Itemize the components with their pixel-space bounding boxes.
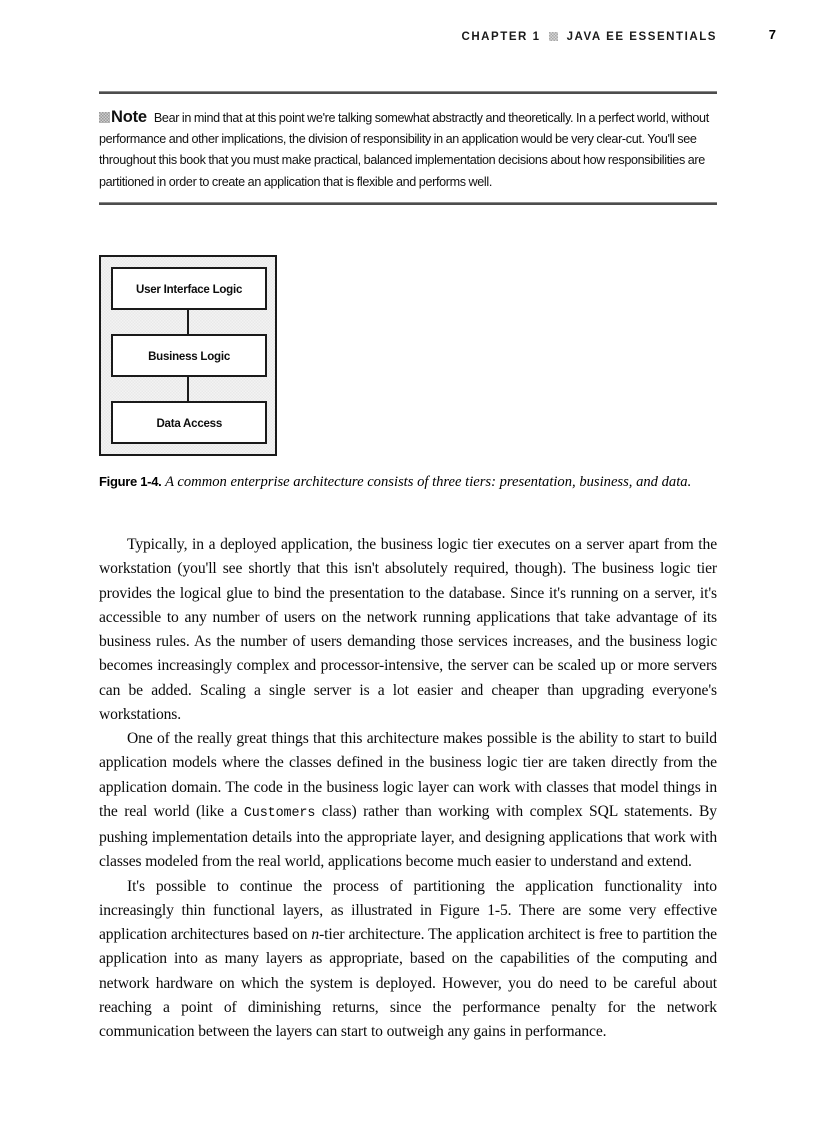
figure-1-4 (99, 255, 277, 456)
halftone-square-icon (549, 32, 558, 41)
note-body (99, 94, 717, 193)
paragraph-3-text-b: -tier architecture. The application architect is free to partition the application into as many layers as appropriate, based on the capabilities of the computing and network hardware on which the system is deployed. However, you do need to be careful about reaching a point of diminishing returns, since the performance penalty for the network communication between the layers can start to outweigh any gains in performance. (99, 926, 717, 1040)
paragraph-2-text-a: One of the really great things that this architecture makes possible is the ability to start to build application models where the classes defined in the business logic tier are taken directly from the application domain. The code in the business logic layer can work with classes that model things in the real world (like a (99, 730, 717, 820)
paragraph-3-text-a: It's possible to continue the process of partitioning the application functionality into increasingly thin functional layers, as illustrated in Figure 1-5. There are some very effective application architectures based on (99, 877, 717, 943)
page-number: 7 (768, 27, 776, 42)
running-head-chapter: CHAPTER 1 (461, 31, 541, 43)
inline-italic-n: n (311, 926, 320, 943)
figure-caption (99, 472, 699, 493)
connector-line (187, 308, 189, 334)
note-text: Bear in mind that at this point we're talking somewhat abstractly and theoretically. In a perfect world, without performance and other implications, the division of responsibility in an application would be very clear-cut. You'll see throughout this book that you must make practical, balanced implementation decisions about how responsibilities are partitioned in order to create an application that is flexible and performs well. (99, 111, 709, 189)
paragraph-1: Typically, in a deployed application, the business logic tier executes on a server apart from the workstation (you'll see shortly that this isn't absolutely required, though). The business logic tier provides the logical glue to bind the presentation to the database. Since it's running on a server, it's accessible to any number of users on the network running applications that take advantage of its business rules. As the number of users demanding those services increases, and the business logic becomes increasingly complex and processor-intensive, the server can be scaled up or more servers can be added. Scaling a single server is a lot easier and cheaper than upgrading everyone's workstations. (99, 536, 717, 723)
note-label: Note (111, 108, 147, 126)
note-callout (99, 91, 717, 205)
tier-box-presentation (111, 267, 267, 310)
running-head (99, 27, 717, 47)
paragraph-2-text-b: class) rather than working with complex SQL statements. By pushing implementation details into the appropriate layer, and designing applications that work with classes modeled from the real world, applications become much easier to understand and extend. (99, 802, 717, 871)
tier-label: User Interface Logic (135, 281, 243, 296)
running-head-title: JAVA EE ESSENTIALS (566, 31, 717, 43)
paragraph-2 (99, 727, 717, 875)
inline-code-customers: Customers (243, 805, 316, 821)
tier-label: Data Access (156, 415, 222, 430)
body-copy (99, 533, 717, 1044)
figure-caption-label: Figure 1-4. (99, 474, 162, 489)
tier-box-data (111, 401, 267, 444)
paragraph-3 (99, 875, 717, 1045)
tier-label: Business Logic (148, 348, 230, 363)
note-rule-bottom (99, 202, 717, 205)
running-head-text (461, 31, 717, 43)
tier-box-business (111, 334, 267, 377)
architecture-diagram (99, 255, 277, 456)
halftone-square-icon (99, 112, 110, 123)
connector-line (187, 375, 189, 401)
figure-caption-text: A common enterprise architecture consists of three tiers: presentation, business, and data. (165, 474, 692, 490)
